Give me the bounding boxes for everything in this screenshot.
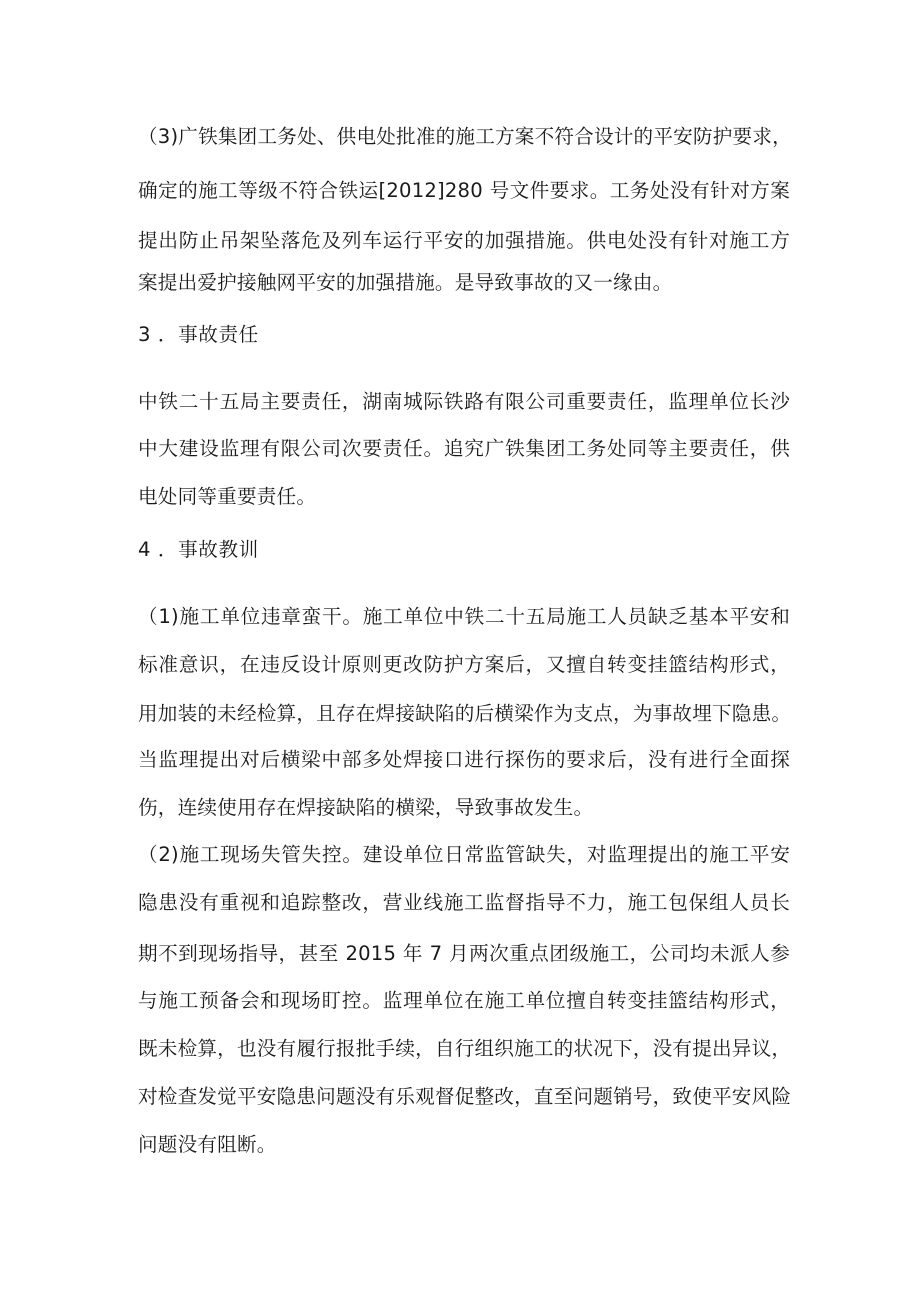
paragraph-line: （1)施工单位违章蛮干。施工单位中铁二十五局施工人员缺乏基本平安和 xyxy=(138,605,790,628)
paragraph-line: 伤，连续使用存在焊接缺陷的横梁，导致事故发生。 xyxy=(138,796,594,819)
paragraph-line: 与施工预备会和现场盯控。监理单位在施工单位擅自转变挂篮结构形式， xyxy=(138,989,790,1012)
paragraph-line: 提出防止吊架坠落危及列车运行平安的加强措施。供电处没有针对施工方 xyxy=(138,229,790,252)
paragraph-line: （2)施工现场失管失控。建设单位日常监管缺失，对监理提出的施工平安 xyxy=(138,843,790,866)
paragraph-line: （3)广铁集团工务处、供电处批准的施工方案不符合设计的平安防护要求， xyxy=(138,125,792,148)
paragraph-line: 标准意识，在违反设计原则更改防护方案后，又擅自转变挂篮结构形式， xyxy=(138,653,790,676)
paragraph-line: 期不到现场指导，甚至 2015 年 7 月两次重点团级施工，公司均未派人参 xyxy=(138,942,790,965)
paragraph-line: 案提出爱护接触网平安的加强措施。是导致事故的又一缘由。 xyxy=(138,271,673,294)
paragraph-line: 用加装的未经检算，且存在焊接缺陷的后横梁作为支点，为事故埋下隐患。 xyxy=(138,702,792,725)
section-heading-responsibility: 3 ．事故责任 xyxy=(138,323,259,346)
paragraph-line: 对检查发觉平安隐患问题没有乐观督促整改，直至问题销号，致使平安风险 xyxy=(138,1085,792,1108)
paragraph-line: 既未检算，也没有履行报批手续，自行组织施工的状况下，没有提出异议， xyxy=(138,1037,792,1060)
paragraph-line: 中铁二十五局主要责任，湖南城际铁路有限公司重要责任，监理单位长沙 xyxy=(138,390,790,413)
paragraph-line: 当监理提出对后横梁中部多处焊接口进行探伤的要求后，没有进行全面探 xyxy=(138,748,790,771)
paragraph-line: 中大建设监理有限公司次要责任。追究广铁集团工务处同等主要责任，供 xyxy=(138,437,790,460)
section-heading-lessons: 4 ．事故教训 xyxy=(138,538,259,561)
paragraph-line: 隐患没有重视和追踪整改，营业线施工监督指导不力，施工包保组人员长 xyxy=(138,891,790,914)
paragraph-line: 电处同等重要责任。 xyxy=(138,485,317,508)
paragraph-line: 确定的施工等级不符合铁运[2012]280 号文件要求。工务处没有针对方案 xyxy=(138,179,790,202)
paragraph-line: 问题没有阻断。 xyxy=(138,1133,277,1156)
